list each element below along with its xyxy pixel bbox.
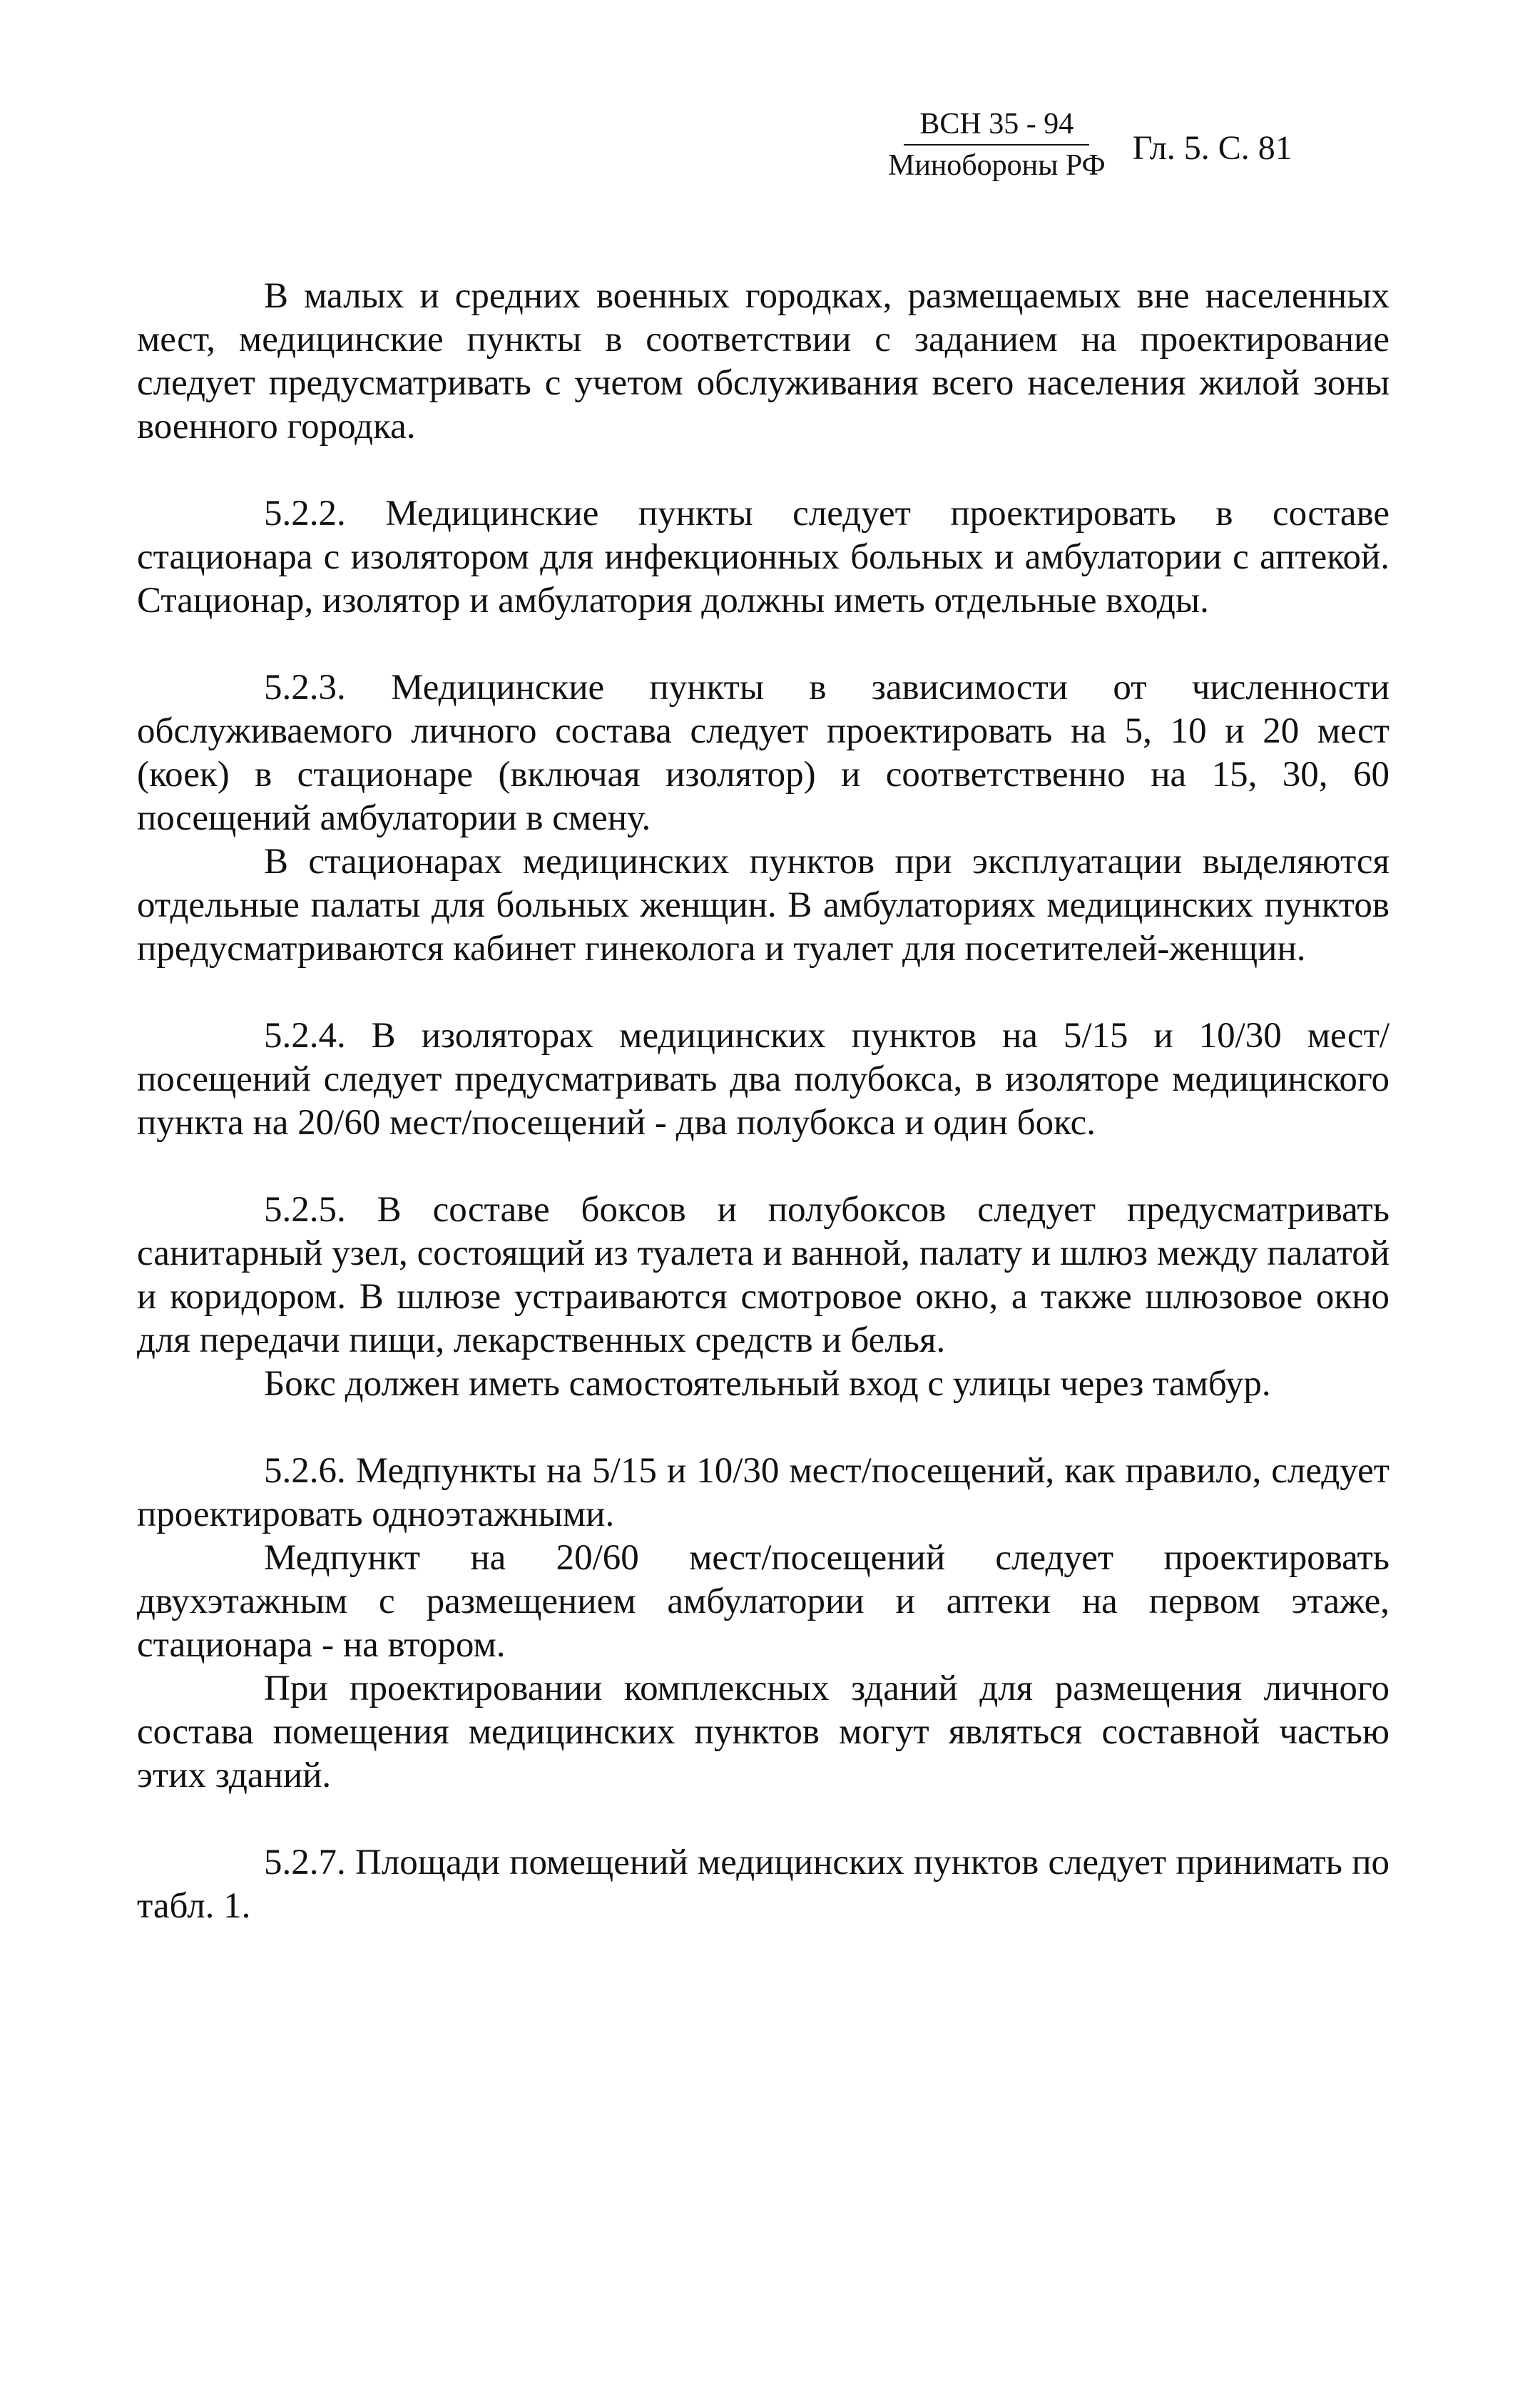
paragraph-5-2-2: 5.2.2. Медицинские пункты следует проектировать в составе стационара с изолятором для инфекционных больных и амбулатории с аптекой. Стационар, изолятор и амбулатория должны иметь отдельные входы.: [137, 494, 1389, 621]
paragraph-5-2-6: 5.2.6. Медпункты на 5/15 и 10/30 мест/посещений, как правило, следует проектировать одноэтажными.: [137, 1451, 1389, 1534]
page-header: [888, 107, 1292, 183]
paragraph-5-2-3-women-wards: В стационарах медицинских пунктов при эксплуатации выделяются отдельные палаты для больных женщин. В амбулаториях медицинских пунктов предусматриваются кабинет гинеколога и туалет для посетителей-женщин.: [137, 842, 1389, 969]
paragraph-5-2-3: 5.2.3. Медицинские пункты в зависимости от численности обслуживаемого личного состава следует проектировать на 5, 10 и 20 мест (коек) в стационаре (включая изолятор) и соответственно на 15, 30, 60 посещений амбулатории в смену.: [137, 668, 1389, 838]
document-designation: [888, 107, 1106, 183]
paragraph-5-2-4: 5.2.4. В изоляторах медицинских пунктов на 5/15 и 10/30 мест/посещений следует предусматривать два полубокса, в изоляторе медицинского пункта на 20/60 мест/посещений - два полубокса и один бокс.: [137, 1016, 1389, 1143]
document-code: ВСН 35 - 94: [904, 107, 1089, 146]
paragraph-garrison-medical-points: В малых и средних военных городках, размещаемых вне населенных мест, медицинские пункты в соответствии с заданием на проектирование следует предусматривать с учетом обслуживания всего населения жилой зоны военного городка.: [137, 276, 1389, 447]
paragraph-5-2-6-complex-buildings: При проектировании комплексных зданий для размещения личного состава помещения медицинских пунктов могут являться составной частью этих зданий.: [137, 1669, 1389, 1795]
paragraph-5-2-5-box-entrance: Бокс должен иметь самостоятельный вход с улицы через тамбур.: [264, 1364, 1271, 1404]
paragraph-5-2-7: 5.2.7. Площади помещений медицинских пунктов следует принимать по табл. 1.: [137, 1843, 1389, 1926]
paragraph-5-2-5: 5.2.5. В составе боксов и полубоксов следует предусматривать санитарный узел, состоящий из туалета и ванной, палату и шлюз между палатой и коридором. В шлюзе устраиваются смотровое окно, а также шлюзовое окно для передачи пищи, лекарственных средств и белья.: [137, 1190, 1389, 1360]
issuing-organization: Минобороны РФ: [888, 149, 1106, 183]
paragraph-5-2-6-two-storey: Медпункт на 20/60 мест/посещений следует проектировать двухэтажным с размещением амбулатории и аптеки на первом этаже, стационара - на втором.: [137, 1538, 1389, 1665]
body-text: [137, 275, 1389, 1928]
chapter-page-reference: Гл. 5. С. 81: [1132, 128, 1292, 167]
